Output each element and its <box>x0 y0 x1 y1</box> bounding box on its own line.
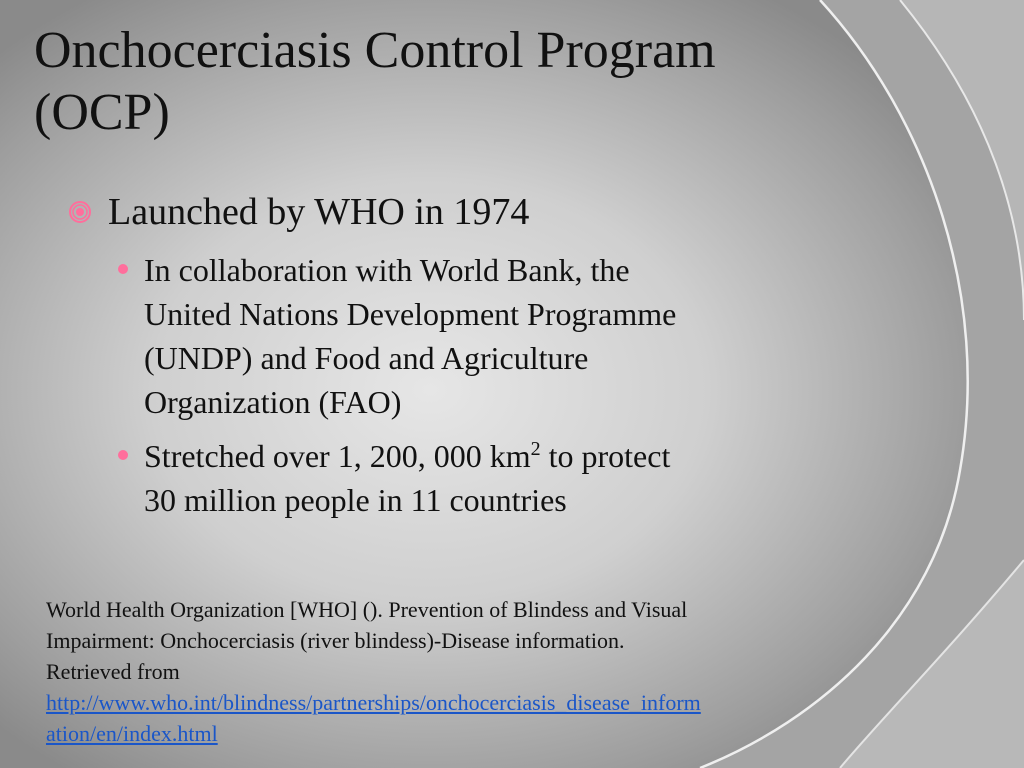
reference-link-line-2[interactable]: ation/en/index.html <box>46 721 218 746</box>
slide-title-line-2: (OCP) <box>34 84 170 141</box>
slide-title <box>34 20 994 144</box>
bullet-level-2-coverage <box>112 434 872 524</box>
slide-title-line-1: Onchocerciasis Control Program <box>34 22 716 79</box>
bullet-level-1-text: Launched by WHO in 1974 <box>108 191 530 233</box>
filled-dot-icon <box>118 264 128 274</box>
collaboration-line-3: (UNDP) and Food and Agriculture <box>144 340 589 376</box>
reference-line-1: World Health Organization [WHO] (). Prevention of Blindess and Visual <box>46 597 688 622</box>
bullet-level-2-text <box>144 248 874 424</box>
circled-dot-icon <box>68 200 92 224</box>
collaboration-line-1: In collaboration with World Bank, the <box>144 252 630 288</box>
collaboration-line-4: Organization (FAO) <box>144 384 402 420</box>
reference-line-2: Impairment: Onchocerciasis (river blindess)-Disease information. <box>46 628 625 653</box>
superscript-two: 2 <box>530 438 541 460</box>
reference-link-line-1[interactable]: http://www.who.int/blindness/partnerships/onchocerciasis_disease_inform <box>46 690 701 715</box>
coverage-line-2: 30 million people in 11 countries <box>144 482 567 518</box>
filled-dot-icon <box>118 450 128 460</box>
collaboration-line-2: United Nations Development Programme <box>144 296 677 332</box>
bullet-level-2-text <box>144 434 874 522</box>
reference-line-3: Retrieved from <box>46 659 180 684</box>
coverage-line-1-before: Stretched over 1, 200, 000 km <box>144 438 531 474</box>
reference-citation <box>46 594 946 749</box>
bullet-level-2-collaboration <box>112 248 872 428</box>
reference-link[interactable] <box>46 690 701 746</box>
coverage-line-1-after: to protect <box>540 438 671 474</box>
